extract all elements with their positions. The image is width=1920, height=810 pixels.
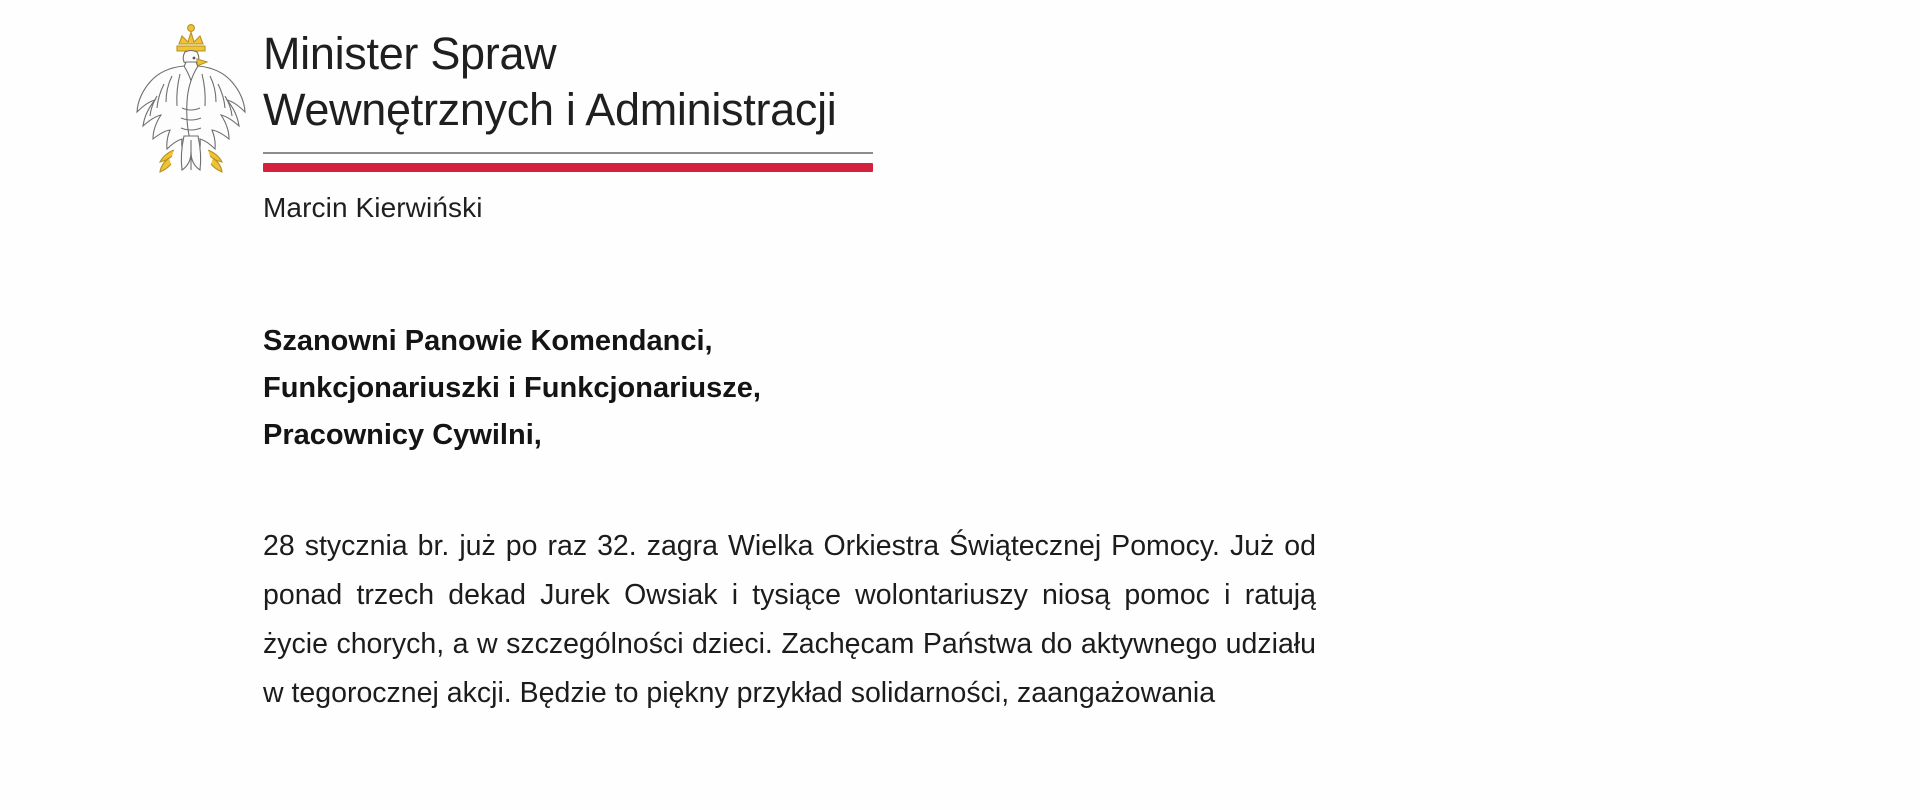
ministry-title (263, 26, 1163, 138)
letterhead (0, 0, 1920, 300)
letterhead-rule-red (263, 163, 873, 172)
ministry-title-line-1: Minister Spraw (263, 28, 557, 79)
salutation-line-1: Szanowni Panowie Komendanci, (263, 325, 713, 357)
salutation-line-3: Pracownicy Cywilni, (263, 418, 542, 451)
minister-name: Marcin Kierwiński (263, 192, 483, 223)
polish-eagle-emblem-icon (122, 18, 260, 190)
page-bottom-crop (0, 784, 1920, 810)
letterhead-rules (263, 152, 873, 172)
body-paragraph-1: 28 stycznia br. już po raz 32. zagra Wielka Orkiestra Świątecznej Pomocy. Już od ponad trzech dekad Jurek Owsiak i tysiące wolontariuszy niosą pomoc i ratują życie chorych, a w szczególności dzieci. Zachęcam Państwa do aktywnego udziału w tegorocznej akcji. Będzie to piękny przykład solidarności, zaangażowania (263, 530, 1316, 710)
letterhead-rule-thin (263, 152, 873, 154)
ministry-title-line-2: Wewnętrznych i Administracji (263, 83, 837, 135)
salutation-line-2: Funkcjonariuszki i Funkcjonariusze, (263, 371, 761, 404)
salutation-block (263, 318, 1363, 459)
